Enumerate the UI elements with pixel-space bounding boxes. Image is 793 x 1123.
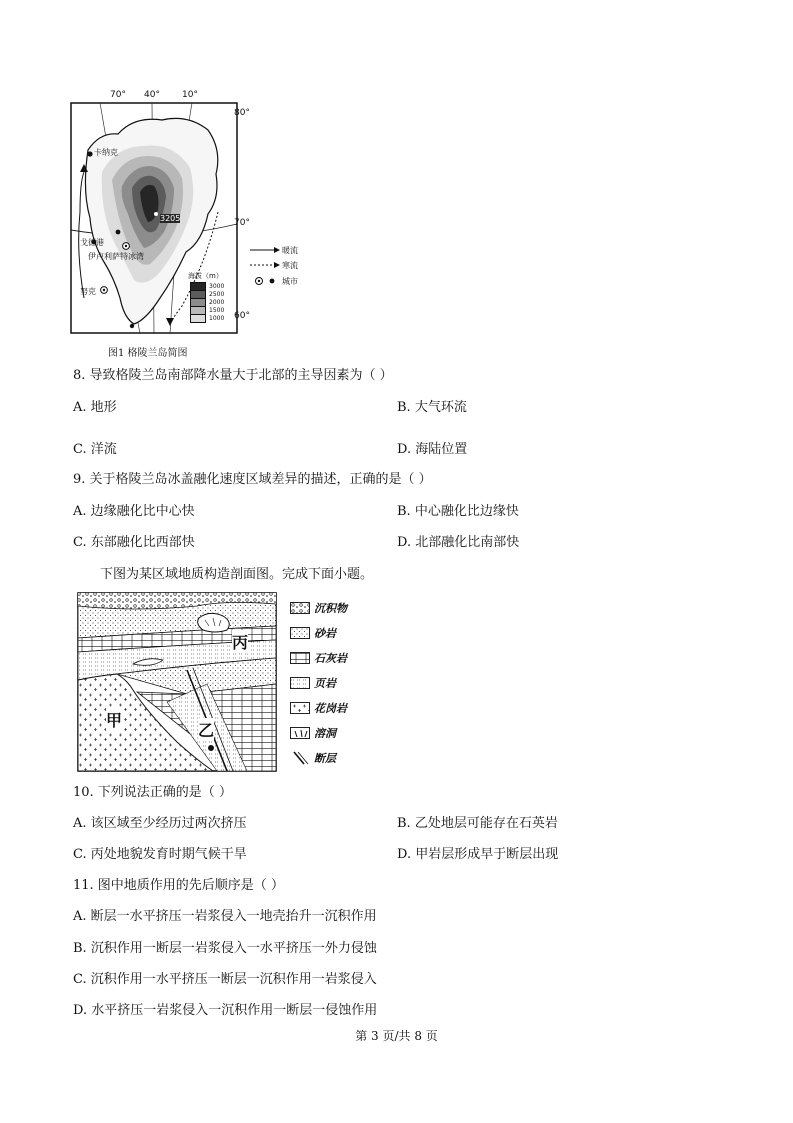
legend-label: 页岩 bbox=[314, 677, 336, 690]
lon-label: 10° bbox=[182, 90, 198, 100]
q8-option-c[interactable]: C. 洋流 bbox=[73, 442, 117, 457]
q8-option-a[interactable]: A. 地形 bbox=[73, 400, 117, 415]
q11-option-a[interactable]: A. 断层一水平挤压一岩浆侵入一地壳抬升一沉积作用 bbox=[73, 909, 377, 924]
q11-option-d[interactable]: D. 水平挤压一岩浆侵入一沉积作用一断层一侵蚀作用 bbox=[73, 1003, 378, 1018]
q10-option-c[interactable]: C. 丙处地貌发育时期气候干旱 bbox=[73, 847, 247, 862]
fault-icon bbox=[290, 751, 310, 765]
q8-option-d[interactable]: D. 海陆位置 bbox=[397, 442, 468, 457]
lon-label: 70° bbox=[110, 90, 126, 100]
q10-option-d[interactable]: D. 甲岩层形成早于断层出现 bbox=[397, 847, 559, 862]
lat-label: 80° bbox=[234, 108, 250, 118]
label-yi: 乙 bbox=[198, 718, 214, 741]
peak-label: 3205 bbox=[160, 214, 181, 223]
section-intro: 下图为某区域地质构造剖面图。完成下面小题。 bbox=[100, 567, 374, 582]
legend-city-label: 城市 bbox=[282, 277, 298, 286]
legend-label: 沉积物 bbox=[314, 602, 347, 615]
lat-label: 60° bbox=[234, 311, 250, 321]
q11-option-b[interactable]: B. 沉积作用一断层一岩浆侵入一水平挤压一外力侵蚀 bbox=[73, 941, 377, 956]
q10-option-a[interactable]: A. 该区域至少经历过两次挤压 bbox=[73, 816, 247, 831]
elev-legend-title: 海拔（m） bbox=[188, 272, 223, 280]
page-footer: 第 3 页/共 8 页 bbox=[355, 1029, 438, 1043]
lon-label: 40° bbox=[144, 90, 160, 100]
label-bing: 丙 bbox=[232, 630, 248, 653]
question-10-stem: 10. 下列说法正确的是（ ） bbox=[73, 785, 232, 800]
legend-label: 花岗岩 bbox=[314, 702, 347, 715]
geology-legend bbox=[290, 600, 380, 770]
granite-swatch bbox=[290, 702, 310, 714]
question-9-stem: 9. 关于格陵兰岛冰盖融化速度区域差异的描述，正确的是（ ） bbox=[73, 472, 432, 487]
lat-label: 70° bbox=[234, 218, 250, 228]
place-label: 伊卢利萨特冰湾 bbox=[88, 252, 144, 261]
q9-option-c[interactable]: C. 东部融化比西部快 bbox=[73, 535, 195, 550]
q9-option-d[interactable]: D. 北部融化比南部快 bbox=[397, 535, 520, 550]
q10-option-b[interactable]: B. 乙处地层可能存在石英岩 bbox=[397, 816, 558, 831]
question-8-stem: 8. 导致格陵兰岛南部降水量大于北部的主导因素为（ ） bbox=[73, 368, 393, 383]
elev-legend: 3000 2500 2000 1500 1000 bbox=[190, 282, 236, 322]
q9-option-b[interactable]: B. 中心融化比边缘快 bbox=[397, 504, 519, 519]
sandstone-swatch bbox=[290, 627, 310, 639]
greenland-map-figure bbox=[70, 88, 310, 338]
label-jia: 甲 bbox=[106, 708, 122, 731]
q11-option-c[interactable]: C. 沉积作用一水平挤压一断层一沉积作用一岩浆侵入 bbox=[73, 972, 377, 987]
shale-swatch bbox=[290, 677, 310, 689]
sediment-swatch bbox=[290, 602, 310, 614]
legend-label: 溶洞 bbox=[314, 727, 336, 740]
place-label: 卡纳克 bbox=[94, 148, 118, 157]
legend-label: 砂岩 bbox=[314, 627, 336, 640]
place-label: 戈德港 bbox=[80, 238, 104, 247]
legend-label: 断层 bbox=[314, 752, 336, 765]
legend-label: 石灰岩 bbox=[314, 652, 347, 665]
city-icon bbox=[254, 276, 278, 286]
limestone-swatch bbox=[290, 652, 310, 664]
warm-current-icon bbox=[250, 246, 280, 254]
cave-swatch bbox=[290, 727, 310, 739]
question-11-stem: 11. 图中地质作用的先后顺序是（ ） bbox=[73, 878, 284, 893]
legend-warm-label: 暖流 bbox=[282, 246, 298, 255]
map-caption: 图1 格陵兰岛简图 bbox=[108, 348, 188, 359]
geology-cross-section bbox=[77, 592, 277, 772]
legend-cold-label: 寒流 bbox=[282, 261, 298, 270]
cold-current-icon bbox=[250, 261, 280, 269]
q9-option-a[interactable]: A. 边缘融化比中心快 bbox=[73, 504, 195, 519]
place-label: 努克 bbox=[80, 287, 96, 296]
q8-option-b[interactable]: B. 大气环流 bbox=[397, 400, 467, 415]
